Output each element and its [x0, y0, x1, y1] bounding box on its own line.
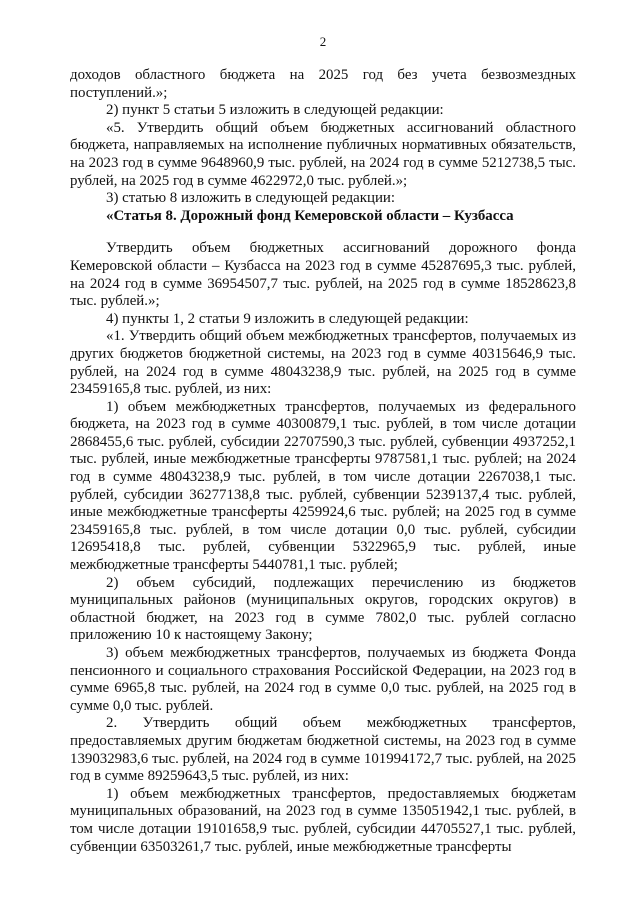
- paragraph-item-3: 3) статью 8 изложить в следующей редакции:: [106, 190, 396, 207]
- paragraph-pension-fund-transfers: 3) объем межбюджетных трансфертов, получаемых из бюджета Фонда пенсионного и социального страхования Российской Федерации, на 2023 год в сумме 6965,8 тыс. рублей, на 2024 год в сумме 0,0 тыс. рублей, на 2025 год в сумме 0,0 тыс. рублей.: [70, 645, 576, 714]
- paragraph-item-5-text: «5. Утвердить общий объем бюджетных ассигнований областного бюджета, направляемых на исполнение публичных нормативных обязательств, на 2023 год в сумме 9648960,9 тыс. рублей, на 2024 год в сумме 5212738,5 тыс. рублей, на 2025 год в сумме 4622972,0 тыс. рублей.»;: [70, 119, 576, 189]
- paragraph-transfers-provided: 2. Утвердить общий объем межбюджетных трансфертов, предоставляемых другим бюджетам бюджетной системы, на 2023 год в сумме 139032983,6 тыс. рублей, на 2024 год в сумме 101994172,7 тыс. рублей, на 2025 год в сумме 89259643,5 тыс. рублей, из них:: [70, 715, 576, 785]
- paragraph-continuation: доходов областного бюджета на 2025 год без учета безвозмездных поступлений.»;: [70, 67, 576, 101]
- paragraph-municipal-transfers: 1) объем межбюджетных трансфертов, предоставляемых бюджетам муниципальных образований, на 2023 год в сумме 135051942,1 тыс. рублей, в том числе дотации 19101658,9 тыс. рублей, субсидии 44705527,1 тыс. рублей, субвенции 63503261,7 тыс. рублей, иные межбюджетные трансферты: [70, 785, 576, 855]
- paragraph-item-2: 2) пункт 5 статьи 5 изложить в следующей редакции:: [106, 102, 444, 119]
- page-number: 2: [319, 34, 327, 49]
- article-8-heading: «Статья 8. Дорожный фонд Кемеровской области – Кузбасса: [106, 207, 514, 224]
- paragraph-municipal-subsidies: 2) объем субсидий, подлежащих перечислению из бюджетов муниципальных районов (муниципальных округов, городских округов) в областной бюджет, на 2023 год в сумме 7802,0 тыс. рублей согласно приложению 10 к настоящему Закону;: [70, 574, 576, 644]
- paragraph-item-4: 4) пункты 1, 2 статьи 9 изложить в следующей редакции:: [106, 310, 469, 327]
- paragraph-road-fund: Утвердить объем бюджетных ассигнований дорожного фонда Кемеровской области – Кузбасса на 2023 год в сумме 45287695,3 тыс. рублей, на 2024 год в сумме 36954507,7 тыс. рублей, на 2025 год в сумме 18528623,8 тыс. рублей.»;: [70, 240, 576, 310]
- paragraph-transfers-received: «1. Утвердить общий объем межбюджетных трансфертов, получаемых из других бюджетов бюджетной системы, на 2023 год в сумме 40315646,9 тыс. рублей, на 2024 год в сумме 48043238,9 тыс. рублей, на 2025 год в сумме 23459165,8 тыс. рублей, из них:: [70, 328, 576, 398]
- paragraph-federal-transfers: 1) объем межбюджетных трансфертов, получаемых из федерального бюджета, на 2023 год в сумме 40300879,1 тыс. рублей, в том числе дотации 2868455,6 тыс. рублей, субсидии 22707590,3 тыс. рублей, субвенции 4937252,1 тыс. рублей, иные межбюджетные трансферты 9787581,1 тыс. рублей; на 2024 год в сумме 48043238,9 тыс. рублей, в том числе дотации 2267038,1 тыс. рублей, субсидии 36277138,8 тыс. рублей, субвенции 5239137,4 тыс. рублей, иные межбюджетные трансферты 4259924,6 тыс. рублей; на 2025 год в сумме 23459165,8 тыс. рублей, в том числе дотации 0,0 тыс. рублей, субсидии 12695418,8 тыс. рублей, субвенции 5322965,9 тыс. рублей, иные межбюджетные трансферты 5440781,1 тыс. рублей;: [70, 398, 576, 574]
